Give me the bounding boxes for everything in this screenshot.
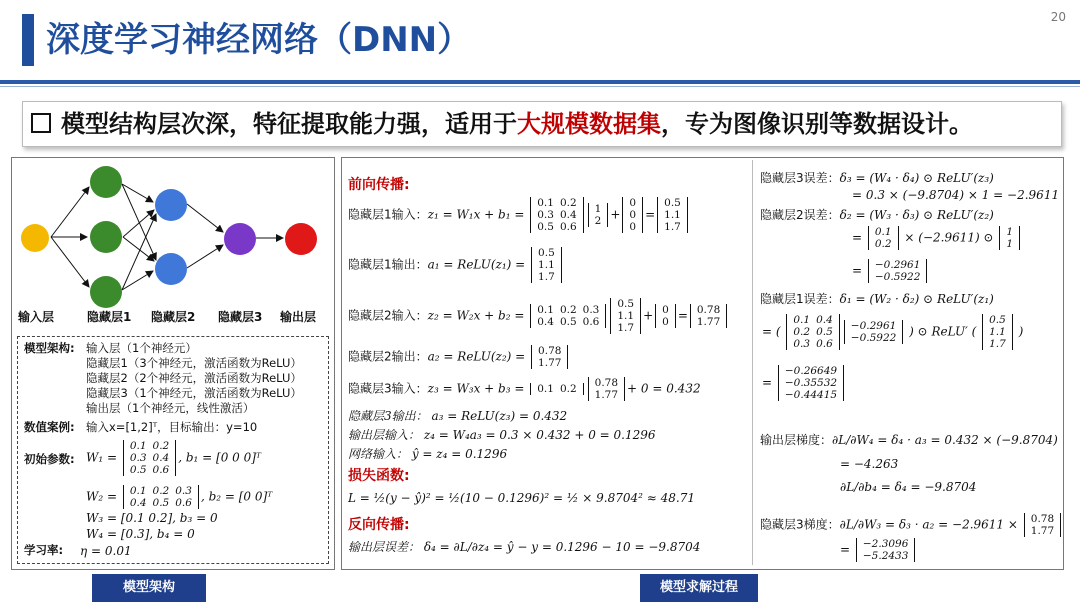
h3-input-eq: 隐藏层3输入：z₃ = W₃x + b₃ = 0.1 0.2 0.78 1.77 + 0 = 0.432 <box>348 377 701 401</box>
h3-error-result: = 0.3 × (−9.8704) × 1 = −2.9611 <box>852 188 1060 202</box>
hidden3-neuron <box>224 223 256 255</box>
w4-def: W₄ = [0.3], b₄ = 0 <box>86 527 195 541</box>
lr-label: 学习率: <box>24 543 64 557</box>
network-diagram <box>11 157 333 332</box>
hidden1-neuron <box>90 276 122 308</box>
layer-label-output: 输出层 <box>280 310 317 324</box>
subtitle-banner <box>22 101 1062 147</box>
h1-error-result: = −0.26649 −0.35532 −0.44415 <box>762 365 846 401</box>
column-divider <box>752 160 753 565</box>
backward-heading: 反向传播: <box>348 517 410 533</box>
hidden1-neuron <box>90 221 122 253</box>
w1-matrix: 0.1 0.2 0.3 0.4 0.5 0.6 <box>123 440 176 476</box>
h2-error-calc: = 0.1 0.2 × (−2.9611) ⊙ 1 1 <box>852 226 1022 250</box>
output-error-eq: 输出层误差： δ₄ = ∂L/∂z₄ = ŷ − y = 0.1296 − 10 = −9.8704 <box>348 540 701 554</box>
init-label: 初始参数: <box>24 452 75 466</box>
case-text: 输入x=[1,2]ᵀ，目标输出：y=10 <box>86 420 258 434</box>
arch-line: 隐藏层2（2个神经元，激活函数为ReLU） <box>86 371 302 385</box>
loss-heading: 损失函数: <box>348 468 410 484</box>
output-gradient-result: = −4.263 <box>840 457 899 471</box>
arch-line: 隐藏层3（1个神经元，激活函数为ReLU） <box>86 386 302 400</box>
subtitle-text-end: ，专为图像识别等数据设计。 <box>661 110 973 138</box>
h3-gradient-eq: 隐藏层3梯度：∂L/∂W₃ = δ₃ · a₂ = −2.9611 × 0.78 1.77 <box>760 513 1063 537</box>
h3-error-eq: 隐藏层3误差：δ₃ = (W₄ · δ₄) ⊙ ReLU′(z₃) <box>760 171 994 185</box>
header-rule <box>0 80 1080 84</box>
page-title: 深度学习神经网络（DNN） <box>46 20 472 60</box>
page-number: 20 <box>1050 10 1066 24</box>
hidden2-neuron <box>155 253 187 285</box>
layer-label-hidden1: 隐藏层1 <box>87 310 132 324</box>
forward-heading: 前向传播: <box>348 177 410 193</box>
h3-output-eq: 隐藏层3输出： a₃ = ReLU(z₃) = 0.432 <box>348 409 568 423</box>
w3-def: W₃ = [0.1 0.2], b₃ = 0 <box>86 511 218 525</box>
w2-matrix: 0.1 0.2 0.3 0.4 0.5 0.6 <box>123 485 199 509</box>
output-gradient-eq: 输出层梯度：∂L/∂W₄ = δ₄ · a₃ = 0.432 × (−9.8704) <box>760 433 1058 447</box>
w2-def: W₂ = 0.1 0.2 0.3 0.4 0.5 0.6 , b₂ = [0 0]ᵀ <box>86 485 273 509</box>
solution-process-button[interactable]: 模型求解过程 <box>640 574 758 602</box>
layer-label-hidden3: 隐藏层3 <box>218 310 263 324</box>
h1-output-eq: 隐藏层1输出：a₁ = ReLU(z₁) = 0.5 1.1 1.7 <box>348 247 564 283</box>
layer-label-hidden2: 隐藏层2 <box>151 310 196 324</box>
loss-formula: L = ½(y − ŷ)² = ½(10 − 0.1296)² = ½ × 9.8704² ≈ 48.71 <box>348 491 695 505</box>
hidden1-neuron <box>90 166 122 198</box>
header-rule-thin <box>0 86 1080 87</box>
input-neuron <box>21 224 49 252</box>
title-accent-bar <box>22 14 34 66</box>
arch-line: 隐藏层1（3个神经元，激活函数为ReLU） <box>86 356 302 370</box>
h3-gradient-result: = −2.3096 −5.2433 <box>840 538 917 562</box>
w1-def: W₁ = 0.1 0.2 0.3 0.4 0.5 0.6 , b₁ = [0 0 0]ᵀ <box>86 440 261 476</box>
output-input-eq: 输出层输入： z₄ = W₄a₃ = 0.3 × 0.432 + 0 = 0.1296 <box>348 428 656 442</box>
h1-input-eq: 隐藏层1输入：z₁ = W₁x + b₁ = 0.1 0.2 0.3 0.4 0.5 0.6 1 2 + 0 0 0 = 0.5 1.1 1.7 <box>348 197 690 233</box>
h1-error-calc: = ( 0.1 0.4 0.2 0.5 0.3 0.6 −0.2961 −0.5922 ) ⊙ ReLU′ ( 0.5 1.1 1.7 ) <box>762 314 1024 350</box>
subtitle-highlight: 大规模数据集 <box>517 110 661 138</box>
h2-error-result: = −0.2961 −0.5922 <box>852 259 929 283</box>
arch-label: 模型架构: <box>24 341 75 355</box>
h2-output-eq: 隐藏层2输出：a₂ = ReLU(z₂) = 0.78 1.77 <box>348 345 570 369</box>
output-bias-gradient: ∂L/∂b₄ = δ₄ = −9.8704 <box>840 480 977 494</box>
lr-value: η = 0.01 <box>80 544 132 558</box>
subtitle-text: 模型结构层次深，特征提取能力强，适用于 <box>61 110 517 138</box>
h2-error-eq: 隐藏层2误差：δ₂ = (W₃ · δ₃) ⊙ ReLU′(z₂) <box>760 208 994 222</box>
layer-label-input: 输入层 <box>18 310 55 324</box>
output-neuron <box>285 223 317 255</box>
h1-error-eq: 隐藏层1误差：δ₁ = (W₂ · δ₂) ⊙ ReLU′(z₁) <box>760 292 994 306</box>
arch-line: 输入层（1个神经元） <box>86 341 197 355</box>
checkbox-bullet-icon <box>31 113 51 133</box>
network-output-eq: 网络输入： ŷ = z₄ = 0.1296 <box>348 447 508 461</box>
arch-line: 输出层（1个神经元，线性激活） <box>86 401 255 415</box>
h2-input-eq: 隐藏层2输入：z₂ = W₂x + b₂ = 0.1 0.2 0.3 0.4 0.5 0.6 0.5 1.1 1.7 + 0 0 = 0.78 1.77 <box>348 298 729 334</box>
case-label: 数值案例: <box>24 420 75 434</box>
model-architecture-button[interactable]: 模型架构 <box>92 574 206 602</box>
hidden2-neuron <box>155 189 187 221</box>
